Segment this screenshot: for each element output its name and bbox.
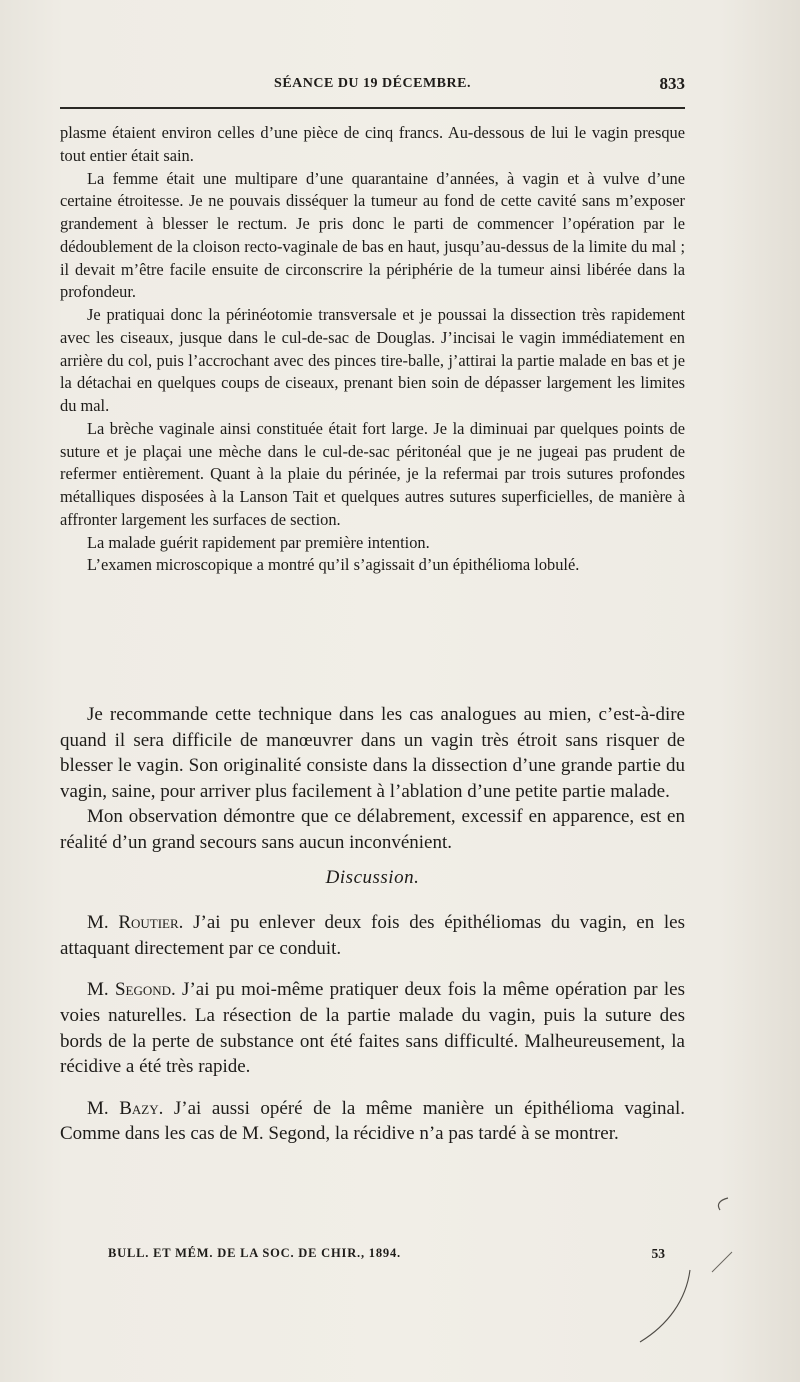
- page-footer: [60, 1246, 685, 1266]
- speech-text: . J’ai aussi opéré de la même manière un épithélioma vaginal. Comme dans les cas de M. Segond, la récidive n’a pas tardé à se montrer.: [60, 1097, 686, 1145]
- observation-text: [60, 122, 685, 577]
- footer-source: BULL. ET MÉM. DE LA SOC. DE CHIR., 1894.: [108, 1246, 401, 1260]
- speaker-name: Bazy: [119, 1097, 159, 1119]
- pencil-stroke-mark: [620, 1190, 740, 1350]
- paragraph: La brèche vaginale ainsi constituée était fort large. Je la diminuai par quelques points de suture et je plaçai une mèche dans le cul-de-sac péritonéal que je ne jugeai pas prudent de refermer entièrement. Quant à la plaie du périnée, je la refermai par trois sutures profondes métalliques disposées à la Lanson Tait et quelques autres sutures superficielles, de manière à affronter largement les surfaces de section.: [60, 418, 685, 529]
- speaker-prefix: M.: [87, 1097, 109, 1119]
- header-rule: [60, 107, 685, 109]
- speech-text: . J’ai pu moi-même pratiquer deux fois la même opération par les voies naturelles. La résection de la partie malade du vagin, puis la suture des bords de la perte de substance ont été faites sans difficulté. Malheureusement, la récidive a été très rapide.: [60, 979, 685, 1078]
- paragraph: Je recommande cette technique dans les cas analogues au mien, c’est-à-dire quand il sera difficile de manœuvrer dans un vagin très étroit sans risquer de blesser le vagin. Son originalité consiste dans la dissection d’une grande partie du vagin, saine, pour arriver plus facilement à l’ablation d’une petite partie malade.: [60, 704, 685, 802]
- paragraph: plasme étaient environ celles d’une pièce de cinq francs. Au-dessous de lui le vagin presque tout entier était sain.: [60, 123, 685, 165]
- paragraph: La femme était une multipare d’une quarantaine d’années, à vagin et à vulve d’une certaine étroitesse. Je ne pouvais disséquer la tumeur au fond de cette cavité sans m’exposer grandement à blesser le rectum. Je pris donc le parti de commencer l’opération par le dédoublement de la cloison recto-vaginale de bas en haut, jusqu’au-dessus de la limite du mal ; il devait m’être facile ensuite de circonscrire la périphérie de la tumeur ainsi libérée dans la profondeur.: [60, 168, 685, 302]
- main-text: [60, 702, 685, 1147]
- section-heading: Discussion.: [325, 866, 420, 888]
- speaker-name: Routier: [118, 912, 179, 934]
- speaker-name: Segond: [114, 979, 172, 1001]
- page-header: [60, 74, 685, 100]
- speaker-prefix: M.: [87, 979, 109, 1001]
- page-number: 833: [659, 74, 685, 93]
- speaker-paragraph-routier: [60, 910, 685, 961]
- signature-mark: 53: [651, 1246, 665, 1261]
- paragraph: L’examen microscopique a montré qu’il s’agissait d’un épithélioma lobulé.: [87, 555, 580, 575]
- running-title: SÉANCE DU 19 DÉCEMBRE.: [274, 76, 471, 91]
- paragraph: La malade guérit rapidement par première intention.: [87, 532, 430, 552]
- paragraph: Mon observation démontre que ce délabrement, excessif en apparence, est en réalité d’un grand secours sans aucun inconvénient.: [60, 806, 685, 853]
- speaker-paragraph-segond: [60, 977, 685, 1079]
- paragraph: Je pratiquai donc la périnéotomie transversale et je poussai la dissection très rapidement avec les ciseaux, jusque dans le cul-de-sac de Douglas. J’incisai le vagin immédiatement en arrière du col, puis l’accrochant avec des pinces tire-balle, j’attirai la partie malade en bas et je la détachai en quelques coups de ciseaux, prenant bien soin de dépasser largement les limites du mal.: [60, 305, 685, 415]
- speaker-prefix: M.: [87, 912, 109, 934]
- speech-text: . J’ai pu enlever deux fois des épithéliomas du vagin, en les attaquant directement par ce conduit.: [60, 912, 685, 959]
- speaker-paragraph-bazy: [60, 1096, 685, 1147]
